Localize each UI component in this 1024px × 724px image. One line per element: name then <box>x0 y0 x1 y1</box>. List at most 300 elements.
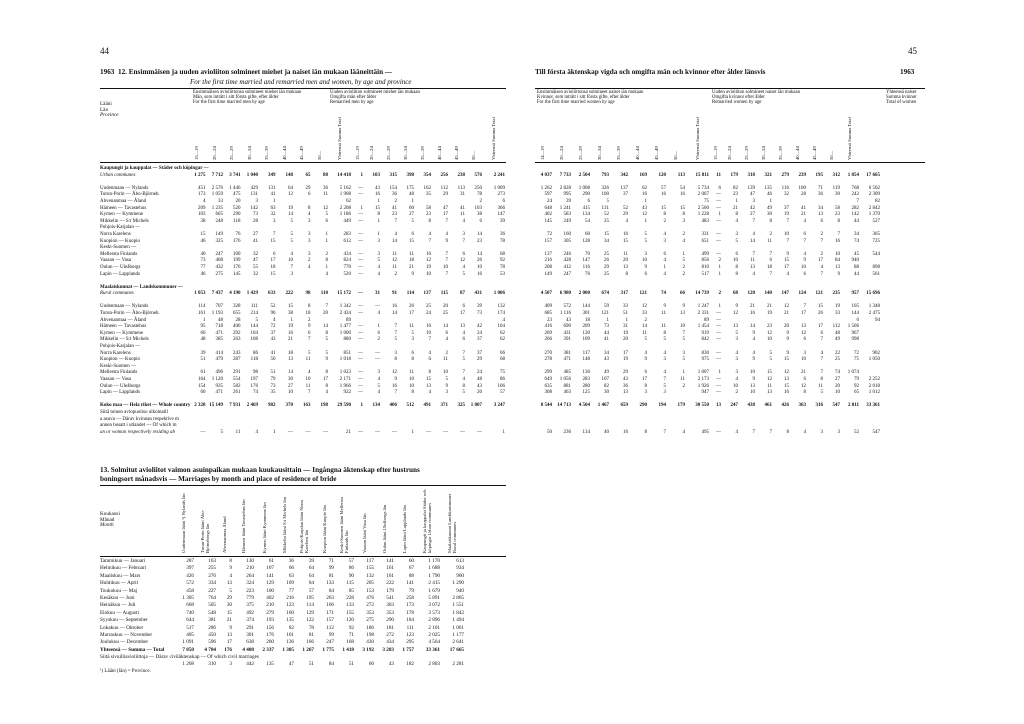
cell: 15 696 <box>866 291 880 297</box>
cell <box>465 318 482 325</box>
cell: 2 469 <box>246 403 258 409</box>
cell: 101 <box>286 631 294 638</box>
cell: 405 <box>186 631 194 638</box>
cell: 184 <box>406 617 414 624</box>
spacer <box>533 410 880 417</box>
cell: 4 <box>377 264 380 270</box>
cell: 2 <box>820 251 823 257</box>
cell: 85 <box>348 587 354 594</box>
cell: 66 <box>288 565 294 572</box>
cell: 2 415 <box>428 580 440 587</box>
cell: 59 <box>604 304 609 310</box>
left-age-col-4 <box>258 124 276 160</box>
cell: 10 <box>426 271 431 277</box>
cell: 6 <box>502 198 505 204</box>
cell: 15 <box>270 271 276 277</box>
group-head-first-married-women: Ensimmäisen avioliittonsa solmineet naiset iän mukaan Kvinnor, som inträtt i sitt första gifte, efter ålder For the first time married women by age <box>537 90 644 106</box>
cell: 5 <box>220 429 223 435</box>
cell: 6 <box>820 218 823 224</box>
cell: 725 <box>872 238 880 244</box>
cell: 3 072 <box>428 602 440 609</box>
cell: 9 <box>308 324 311 330</box>
cell: 2 896 <box>428 617 440 624</box>
cell: 27 <box>253 231 258 237</box>
cell: 19 <box>835 304 840 310</box>
province-row <box>188 265 505 272</box>
age-col-label: Yhteensä Summa Total <box>491 117 496 160</box>
cell: 149 <box>215 231 223 237</box>
cell: 1 342 <box>339 304 351 310</box>
cell: 5 <box>377 258 380 264</box>
cell: 135 <box>286 617 294 624</box>
cell: 6 <box>587 198 590 204</box>
cell: 17 <box>801 311 806 317</box>
spacer <box>188 278 505 285</box>
cell: 120 <box>658 172 666 178</box>
cell: 428 <box>563 258 571 264</box>
cell <box>772 199 789 206</box>
cell: 62 <box>500 330 505 336</box>
cell: 4 <box>663 370 666 376</box>
page-number-right: 45 <box>908 46 917 56</box>
abroad-note-label: a asuva — Därav kvinnan respektive m <box>100 416 179 422</box>
cell: 5 <box>644 231 647 237</box>
cell: 9 <box>644 357 647 363</box>
cell: 141 <box>386 558 394 564</box>
cell: 73 <box>253 212 258 218</box>
cell: 17 <box>323 377 328 382</box>
cell: 106 <box>497 383 505 389</box>
cell: 554 <box>233 377 241 382</box>
cell: 5 <box>769 350 772 356</box>
cell: 5 <box>411 218 414 224</box>
cell: 1 454 <box>697 324 709 330</box>
cell: 62 <box>500 337 505 343</box>
cell: 15 <box>784 258 789 264</box>
cell: 613 <box>456 558 464 564</box>
cell: 124 <box>798 291 806 297</box>
cell: 176 <box>250 383 258 389</box>
t13-month-label: Lokakuu — Oktober <box>100 624 144 631</box>
cell: 36 <box>623 383 628 389</box>
cell: 3 <box>411 337 414 343</box>
cell: 14 <box>750 324 755 330</box>
cell: 84 <box>328 587 334 594</box>
cell: 43 <box>642 205 647 211</box>
cell: 9 <box>752 357 755 363</box>
cell: 18 <box>585 317 590 323</box>
cell: 161 <box>386 572 394 579</box>
cell: 881 <box>563 383 571 389</box>
cell: 19 <box>623 357 628 363</box>
cell: 34 <box>854 231 859 237</box>
t13-col-head <box>440 489 464 553</box>
cell: 12 <box>784 370 789 376</box>
cell: 82 <box>733 185 738 191</box>
cell: 29 <box>443 192 448 198</box>
t13-month-label: Heinäkuu — Juli <box>100 602 136 609</box>
cell: 3 <box>837 429 840 435</box>
cell: 11 <box>235 429 241 435</box>
cell: 5 <box>462 271 465 277</box>
cell <box>311 318 329 325</box>
cell: 140 <box>764 291 772 297</box>
cell: 38 <box>200 218 206 224</box>
cell: 16 <box>392 304 397 310</box>
cell: 17 <box>818 258 823 264</box>
cell: 8 <box>786 429 789 435</box>
cell: 107 <box>266 565 274 572</box>
cell: 50 <box>547 429 552 435</box>
spacer <box>533 179 880 186</box>
cell: 6 <box>644 271 647 277</box>
table-12-title: 1963 12. Ensimmäisen ja uuden avioliiton solmineet miehet ja naiset iän mukaan lääneittäin — <box>100 68 393 76</box>
t13-col-label: Mikkelin lääni S:t Michels län <box>281 497 287 553</box>
cell: 1 <box>718 304 721 310</box>
cell: 199 <box>233 258 241 264</box>
cell: 1 842 <box>452 609 464 616</box>
age-col-label: 50— <box>673 150 678 160</box>
right-age-col-13 <box>772 124 789 160</box>
cell: 57 <box>348 558 354 564</box>
cell: — <box>716 311 721 317</box>
cell: 205 <box>366 580 374 587</box>
cell: 8 <box>411 390 414 396</box>
cell: 145 <box>233 271 241 277</box>
cell: 21 <box>288 337 293 343</box>
cell: 60 <box>368 661 374 668</box>
cell: — <box>358 185 363 191</box>
cell: 6 <box>445 330 448 336</box>
cell: 4 <box>663 271 666 277</box>
cell: 4 <box>625 218 628 224</box>
cell: 1 757 <box>402 646 414 653</box>
cell: 222 <box>285 291 293 297</box>
cell: 940 <box>456 587 464 594</box>
cell: 119 <box>832 185 840 191</box>
cell: 398 <box>406 172 414 178</box>
cell: 135 <box>266 661 274 668</box>
cell: 4 <box>255 429 258 435</box>
cell: 4 <box>325 390 328 396</box>
right-age-col-1 <box>552 124 571 160</box>
left-data-block <box>188 166 505 436</box>
table-13-head-rule <box>100 556 506 557</box>
cell: 9 <box>229 624 232 631</box>
cell: 100 <box>601 192 609 198</box>
province-label: Turun-Porin — Åbo-Björneb. <box>100 311 160 317</box>
cell: 5 <box>644 337 647 343</box>
age-col-label: 30—34 <box>761 146 766 160</box>
province-row <box>533 192 880 199</box>
cell: 1 007 <box>470 403 482 409</box>
cell: 2 475 <box>868 311 880 317</box>
cell: 27 <box>750 212 755 218</box>
t13-month-row <box>100 625 464 632</box>
cell: 208 <box>544 264 552 270</box>
cell: 998 <box>851 337 859 343</box>
spacer <box>533 278 880 285</box>
cell: 1 177 <box>452 631 464 638</box>
cell: 41 <box>270 192 276 198</box>
cell: 5 <box>377 383 380 389</box>
cell: 3 <box>377 251 380 257</box>
cell: 223 <box>246 587 254 594</box>
right-age-col-9 <box>709 124 721 160</box>
cell: 27 <box>835 377 840 382</box>
cell: 48 <box>200 337 206 343</box>
cell: 112 <box>832 324 840 330</box>
cell: 7 <box>663 429 666 435</box>
cell: 10 <box>305 377 311 382</box>
cell: 18 <box>767 264 772 270</box>
cell: 6 502 <box>868 185 880 191</box>
cell: 14 739 <box>695 291 709 297</box>
cell: 64 <box>288 185 293 191</box>
cell: 116 <box>781 185 789 191</box>
cell: 8 <box>625 271 628 277</box>
t13-col-head <box>394 489 414 553</box>
cell: 2 560 <box>697 205 709 211</box>
cell: 49 <box>604 370 609 376</box>
cell: 2 <box>663 218 666 224</box>
cell: 43 <box>477 383 482 389</box>
cell: 21 <box>767 304 772 310</box>
t13-month-label: Helmikuu — Februari <box>100 565 147 572</box>
cell: 247 <box>326 639 334 646</box>
t13-col-head <box>354 489 374 553</box>
cell: 238 <box>457 172 465 178</box>
province-row <box>533 318 880 325</box>
cell: 15 <box>226 609 232 616</box>
cell: 30 <box>835 192 840 198</box>
cell: 492 <box>246 609 254 616</box>
cell: 10 <box>733 258 738 264</box>
spacer <box>188 179 505 186</box>
cell: 2 803 <box>428 661 440 668</box>
cell: 770 <box>343 264 351 270</box>
cell: 52 <box>623 205 628 211</box>
cell: 1 790 <box>428 572 440 579</box>
cell: 919 <box>701 330 709 336</box>
cell: 1 050 <box>868 357 880 363</box>
cell <box>351 318 363 325</box>
cell: 36 <box>323 185 328 191</box>
province-label: Hämeen — Tavastehus <box>100 205 147 211</box>
section-total-row <box>188 291 505 298</box>
spacer <box>100 278 188 285</box>
cell: 163 <box>303 403 311 409</box>
cell: 15 811 <box>695 172 709 178</box>
cell: 115 <box>346 580 354 587</box>
cell: 66 <box>680 291 685 297</box>
cell: — <box>716 357 721 363</box>
province-row <box>188 272 505 279</box>
cell: 5 <box>229 587 232 594</box>
cell: 35 <box>270 390 276 396</box>
cell: 2 <box>718 258 721 264</box>
cell: 414 <box>215 350 223 356</box>
cell: 100 <box>233 251 241 257</box>
province-row <box>533 272 880 279</box>
cell: 12 <box>392 370 397 376</box>
cell: 561 <box>872 271 880 277</box>
cell: — <box>358 291 363 297</box>
cell: 133 <box>346 602 354 609</box>
cell: 2 <box>377 337 380 343</box>
cell: 28 <box>235 317 241 323</box>
cell: 2 865 <box>452 594 464 601</box>
cell: 98 <box>305 291 311 297</box>
cell: 88 <box>323 172 328 178</box>
t13-month-label: Elokuu — Augusti <box>100 609 139 616</box>
cell: 166 <box>306 639 314 646</box>
cell: — <box>716 324 721 330</box>
cell: 668 <box>186 602 194 609</box>
cell: 4 <box>325 271 328 277</box>
cell: 3 <box>644 251 647 257</box>
cell: 16 <box>623 429 628 435</box>
cell: 4 <box>752 231 755 237</box>
cell: 1 009 <box>493 185 505 191</box>
cell: 648 <box>544 205 552 211</box>
cell: 2 504 <box>578 172 590 178</box>
cell: 65 <box>305 172 311 178</box>
cell: 24 <box>547 198 552 204</box>
cell: 1 268 <box>182 661 194 668</box>
cell: 100 <box>798 185 806 191</box>
cell: — <box>716 192 721 198</box>
cell: 1 551 <box>452 602 464 609</box>
cell: 707 <box>215 304 223 310</box>
table-13-stub-head: Kuukausi Månad Month <box>100 511 120 529</box>
cell: 1 235 <box>211 205 223 211</box>
cell: 1 926 <box>697 383 709 389</box>
cell: 176 <box>266 631 274 638</box>
province-row <box>533 324 880 331</box>
age-col-label: 40—44 <box>281 146 287 160</box>
cell: 1 688 <box>428 565 440 572</box>
cell: 114 <box>198 304 206 310</box>
cell: 24 <box>426 311 431 317</box>
cell: 133 <box>326 580 334 587</box>
cell: 7 <box>752 251 755 257</box>
cell: 29 <box>477 357 482 363</box>
cell: 5 <box>290 218 293 224</box>
cell: 90 <box>348 572 354 579</box>
cell: 6 <box>308 192 311 198</box>
right-age-col-2 <box>571 124 590 160</box>
cell: 7 <box>663 377 666 382</box>
cell: 17 <box>784 264 789 270</box>
cell: 175 <box>406 185 414 191</box>
cell: 5 <box>255 317 258 323</box>
cell: 1 <box>411 429 414 435</box>
cell: 8 544 <box>540 403 552 409</box>
cell: 7 931 <box>229 403 241 409</box>
cell: 960 <box>456 572 464 579</box>
cell: 16 <box>375 192 380 198</box>
cell: 264 <box>246 572 254 579</box>
left-age-col-14 <box>431 124 448 160</box>
cell: 4 <box>752 271 755 277</box>
cell: — <box>358 330 363 336</box>
cell: 37 <box>623 192 628 198</box>
cell: 3 741 <box>229 172 241 178</box>
cell: 73 <box>604 324 609 330</box>
cell: 8 <box>682 212 685 218</box>
cell: 19 <box>784 212 789 218</box>
cell: 14 <box>392 311 397 317</box>
province-row <box>533 212 880 219</box>
cell: 305 <box>563 238 571 244</box>
cell: 39 <box>200 350 206 356</box>
cell: 33 <box>623 304 628 310</box>
cell: 9 <box>786 251 789 257</box>
left-age-col-9 <box>351 124 363 160</box>
cell: 161 <box>198 311 206 317</box>
cell: 1 290 <box>452 580 464 587</box>
province-row <box>533 370 880 377</box>
cell: — <box>375 350 380 356</box>
cell: 520 <box>233 205 241 211</box>
cell: 130 <box>246 558 254 564</box>
cell: 856 <box>701 258 709 264</box>
cell: 78 <box>500 238 505 244</box>
cell: 659 <box>620 403 628 409</box>
cell: 193 <box>266 617 274 624</box>
cell: 7 <box>462 238 465 244</box>
cell: 6 <box>308 330 311 336</box>
cell: 15 <box>661 205 666 211</box>
cell: 12 <box>801 383 806 389</box>
cell: 82 <box>875 198 880 204</box>
cell: 3 <box>229 661 232 668</box>
cell: 60 <box>200 390 206 396</box>
cell: 258 <box>406 594 414 601</box>
cell: 169 <box>639 172 647 178</box>
province-row <box>188 232 505 239</box>
right-age-col-0 <box>533 124 552 160</box>
cell: 1 006 <box>493 291 505 297</box>
cell: — <box>460 429 465 435</box>
cell: 28 <box>253 218 258 224</box>
cell: 37 <box>477 350 482 356</box>
cell: 23 <box>547 317 552 323</box>
cell: 4 564 <box>428 639 440 646</box>
cell: 75 <box>854 357 859 363</box>
cell: 155 <box>366 565 374 572</box>
province-label: Uudenmaan — Nylands <box>100 304 149 310</box>
cell <box>414 318 431 325</box>
right-age-col-6 <box>647 124 666 160</box>
cell: 166 <box>326 602 334 609</box>
cell: 14 <box>477 231 482 237</box>
cell: 179 <box>386 587 394 594</box>
cell: 5 <box>682 357 685 363</box>
cell: 5 <box>394 337 397 343</box>
age-col-label: 15—19 <box>194 146 200 160</box>
cell: 4 <box>290 251 293 257</box>
cell: — <box>358 370 363 376</box>
cell: 27 <box>409 212 414 218</box>
cell: — <box>358 192 363 198</box>
cell: 16 <box>680 192 685 198</box>
t13-month-row <box>100 588 464 595</box>
right-age-col-8 <box>685 117 709 160</box>
cell: 354 <box>423 172 431 178</box>
cell: 2 <box>718 291 721 297</box>
